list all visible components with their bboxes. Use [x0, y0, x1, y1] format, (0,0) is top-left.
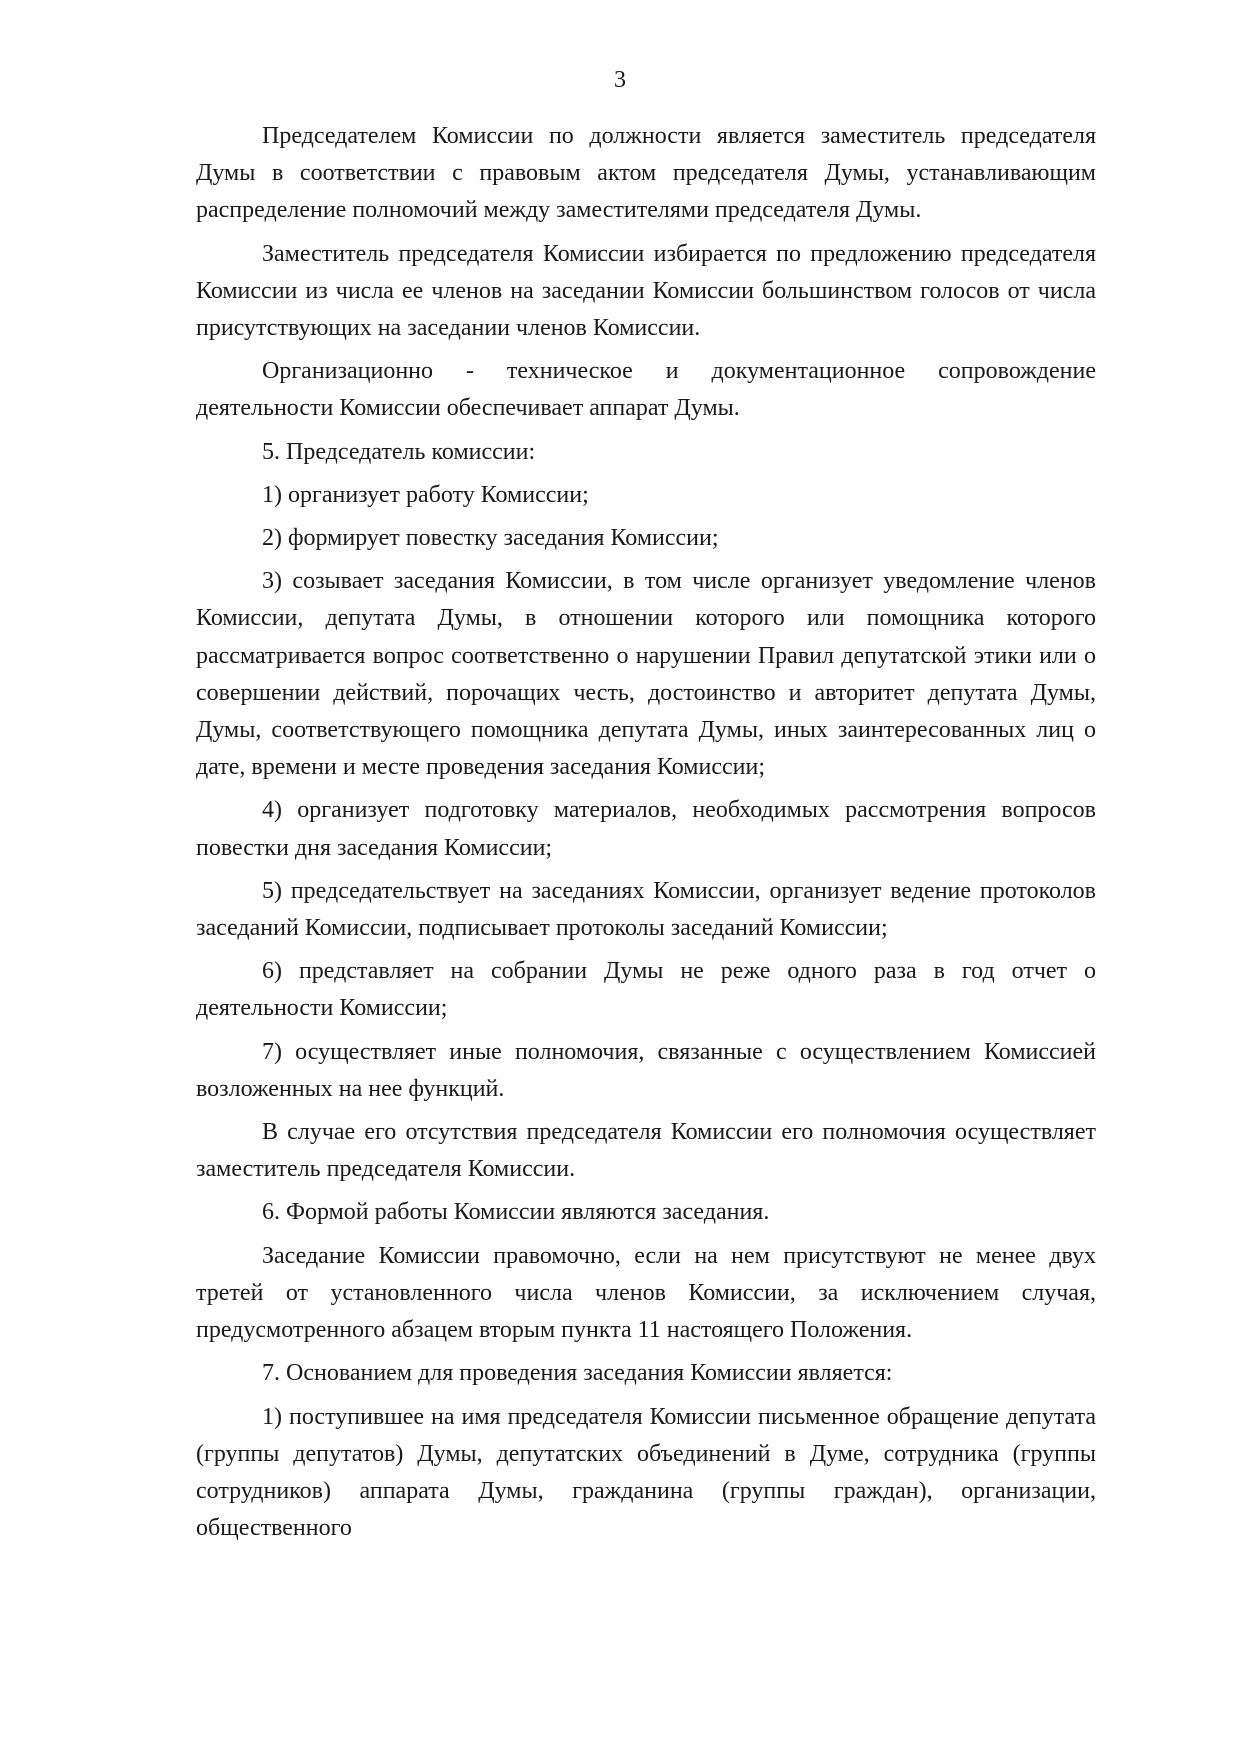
paragraph-item-5-6: 6) представляет на собрании Думы не реже одного раза в год отчет о деятельности Комиссии; [196, 958, 1096, 1022]
paragraph-item-5-2: 2) формирует повестку заседания Комиссии; [262, 525, 719, 552]
paragraph-item-7-heading: 7. Основанием для проведения заседания Комиссии является: [262, 1360, 893, 1387]
paragraph-item-5-7: 7) осуществляет иные полномочия, связанные с осуществлением Комиссией возложенных на нее функций. [196, 1038, 1096, 1102]
paragraph-support: Организационно - техническое и документационное сопровождение деятельности Комиссии обеспечивает аппарат Думы. [196, 358, 1096, 422]
paragraph-item-7-1: 1) поступившее на имя председателя Комиссии письменное обращение депутата (группы депутатов) Думы, депутатских объединений в Думе, сотрудника (группы сотрудников) аппарата Думы, гражданина (группы граждан), организации, общественного [196, 1403, 1096, 1542]
paragraph-chairman: Председателем Комиссии по должности является заместитель председателя Думы в соответствии с правовым актом председателя Думы, устанавливающим распределение полномочий между заместителями председателя Думы. [196, 123, 1096, 224]
page-number: 3 [614, 67, 626, 93]
document-body [196, 118, 1096, 1553]
paragraph-deputy-chairman: Заместитель председателя Комиссии избирается по предложению председателя Комиссии из числа ее членов на заседании Комиссии большинством голосов от числа присутствующих на заседании членов Комиссии. [196, 240, 1096, 342]
paragraph-item-5-1: 1) организует работу Комиссии; [262, 481, 589, 508]
paragraph-item-5-heading: 5. Председатель комиссии: [262, 438, 536, 465]
paragraph-item-6: 6. Формой работы Комиссии являются заседания. [262, 1199, 770, 1226]
paragraph-item-5-5: 5) председательствует на заседаниях Комиссии, организует ведение протоколов заседаний Комиссии, подписывает протоколы заседаний Комиссии; [196, 877, 1096, 942]
paragraph-absence: В случае его отсутствия председателя Комиссии его полномочия осуществляет заместитель председателя Комиссии. [196, 1119, 1096, 1183]
paragraph-item-5-4: 4) организует подготовку материалов, необходимых рассмотрения вопросов повестки дня заседания Комиссии; [196, 797, 1096, 861]
paragraph-item-5-3: 3) созывает заседания Комиссии, в том числе организует уведомление членов Комиссии, депутата Думы, в отношении которого или помощника которого рассматривается вопрос соответственно о нарушении Правил депутатской этики или о совершении действий, порочащих честь, достоинство и авторитет депутата Думы, Думы, соответствующего помощника депутата Думы, иных заинтересованных лиц о дате, времени и месте проведения заседания Комиссии; [196, 568, 1096, 781]
paragraph-quorum: Заседание Комиссии правомочно, если на нем присутствуют не менее двух третей от установленного числа членов Комиссии, за исключением случая, предусмотренного абзацем вторым пункта 11 настоящего Положения. [196, 1242, 1096, 1344]
